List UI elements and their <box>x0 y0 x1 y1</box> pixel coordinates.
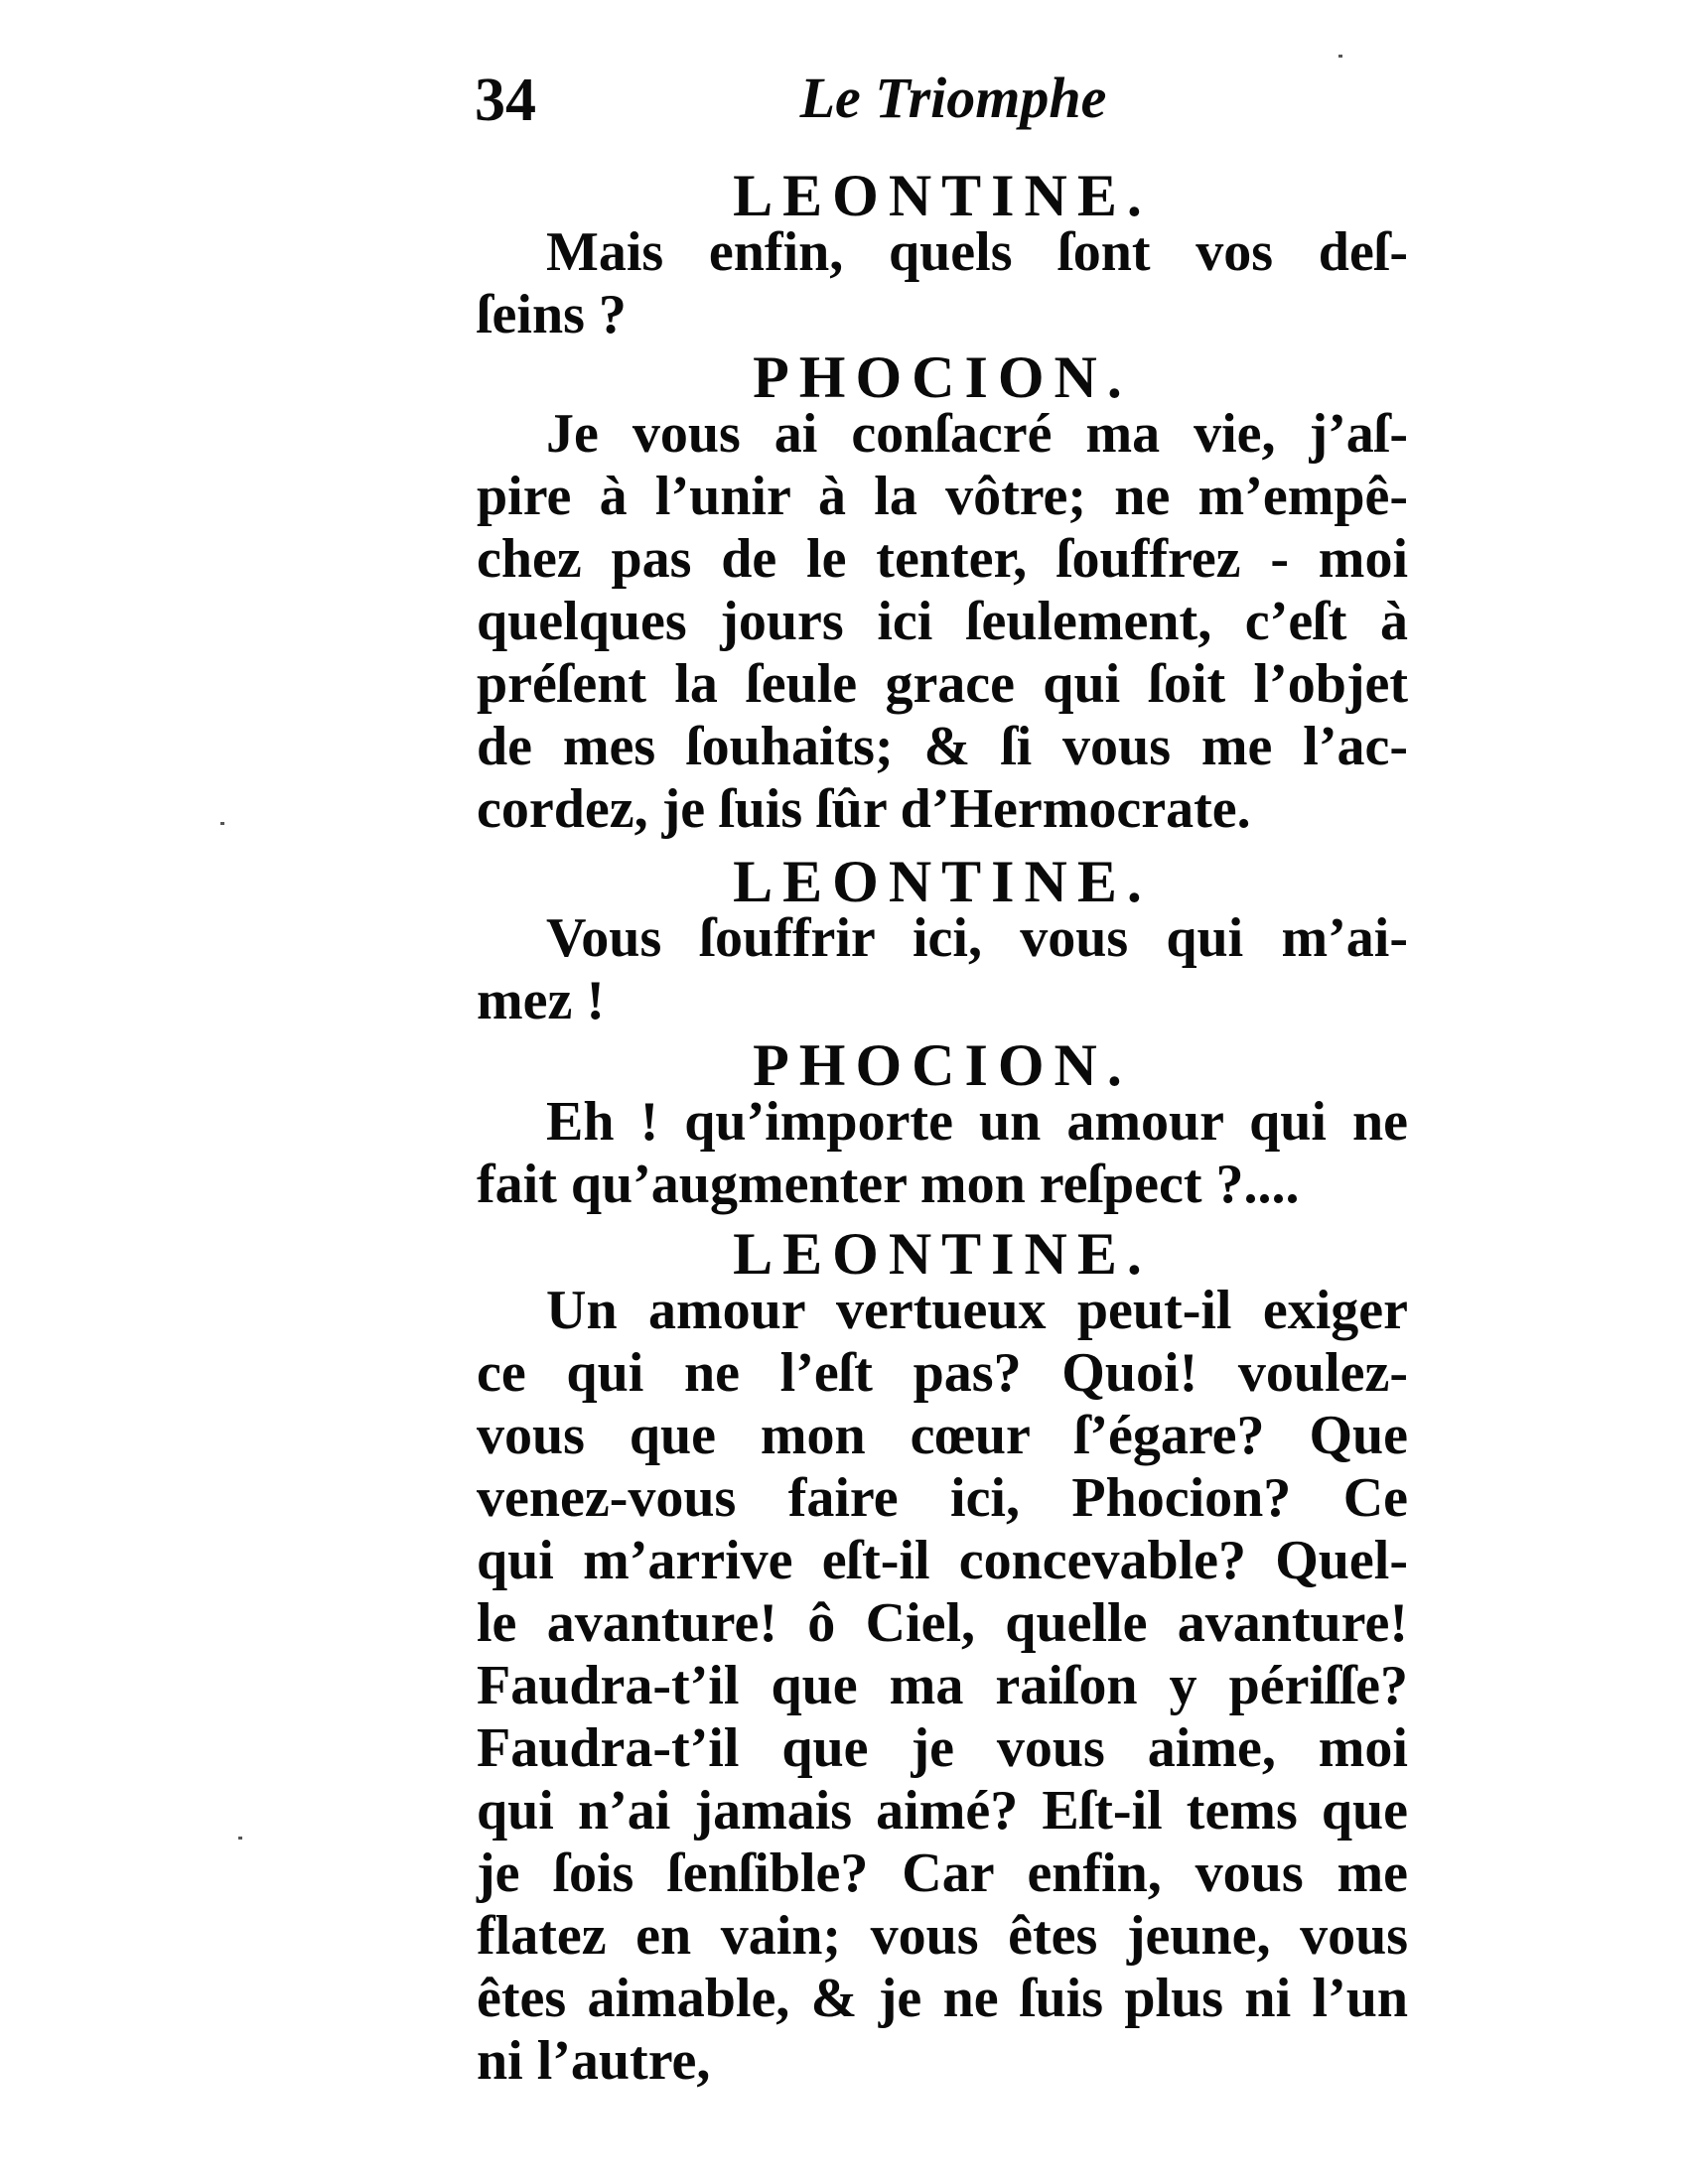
text-line: ni l’autre, <box>477 2030 711 2092</box>
text-line: êtes aimable, & je ne ſuis plus ni l’un <box>477 1968 1408 2029</box>
text-line: cordez, je ſuis ſûr d’Hermocrate. <box>477 778 1251 840</box>
text-line: qui m’arrive eſt-il concevable? Quel- <box>477 1530 1408 1591</box>
text-line: Un amour vertueux peut-il exiger <box>546 1280 1408 1341</box>
text-line: ce qui ne l’eſt pas? Quoi! voulez- <box>477 1342 1408 1404</box>
scan-speck <box>1338 55 1342 58</box>
page-number: 34 <box>475 67 536 134</box>
speaker-name: PHOCION. <box>753 344 1132 410</box>
text-line: ſeins ? <box>477 284 627 345</box>
text-line: qui n’ai jamais aimé? Eſt-il tems que <box>477 1780 1408 1842</box>
speaker-name: LEONTINE. <box>733 849 1152 914</box>
text-line: Je vous ai conſacré ma vie, j’aſ- <box>546 403 1408 465</box>
text-line: fait qu’augmenter mon reſpect ?.... <box>477 1154 1300 1215</box>
text-line: venez-vous faire ici, Phocion? Ce <box>477 1467 1408 1529</box>
text-line: le avanture! ô Ciel, quelle avanture! <box>477 1592 1408 1654</box>
speaker-name: LEONTINE. <box>733 1221 1152 1287</box>
text-line: chez pas de le tenter, ſouffrez - moi <box>477 528 1408 590</box>
text-line: Faudra-t’il que je vous aime, moi <box>477 1717 1408 1779</box>
text-line: Eh ! qu’importe un amour qui ne <box>546 1091 1408 1153</box>
text-line: Vous ſouffrir ici, vous qui m’ai- <box>546 907 1408 969</box>
text-line: Faudra-t’il que ma raiſon y périſſe? <box>477 1655 1408 1716</box>
running-title: Le Triomphe <box>799 66 1107 130</box>
speaker-name: PHOCION. <box>753 1032 1132 1098</box>
scan-speck <box>220 822 224 825</box>
speaker-name: LEONTINE. <box>733 163 1152 228</box>
text-line: pire à l’unir à la vôtre; ne m’empê- <box>477 466 1408 527</box>
text-line: de mes ſouhaits; & ſi vous me l’ac- <box>477 716 1408 777</box>
text-line: préſent la ſeule grace qui ſoit l’objet <box>477 653 1408 715</box>
text-line: vous que mon cœur ſ’égare? Que <box>477 1405 1408 1466</box>
text-line: mez ! <box>477 970 606 1031</box>
text-line: quelques jours ici ſeulement, c’eſt à <box>477 591 1408 652</box>
text-line: Mais enfin, quels ſont vos deſ- <box>546 221 1408 283</box>
scan-speck <box>238 1837 242 1840</box>
text-line: je ſois ſenſible? Car enfin, vous me <box>477 1843 1408 1904</box>
text-line: flatez en vain; vous êtes jeune, vous <box>477 1905 1408 1967</box>
